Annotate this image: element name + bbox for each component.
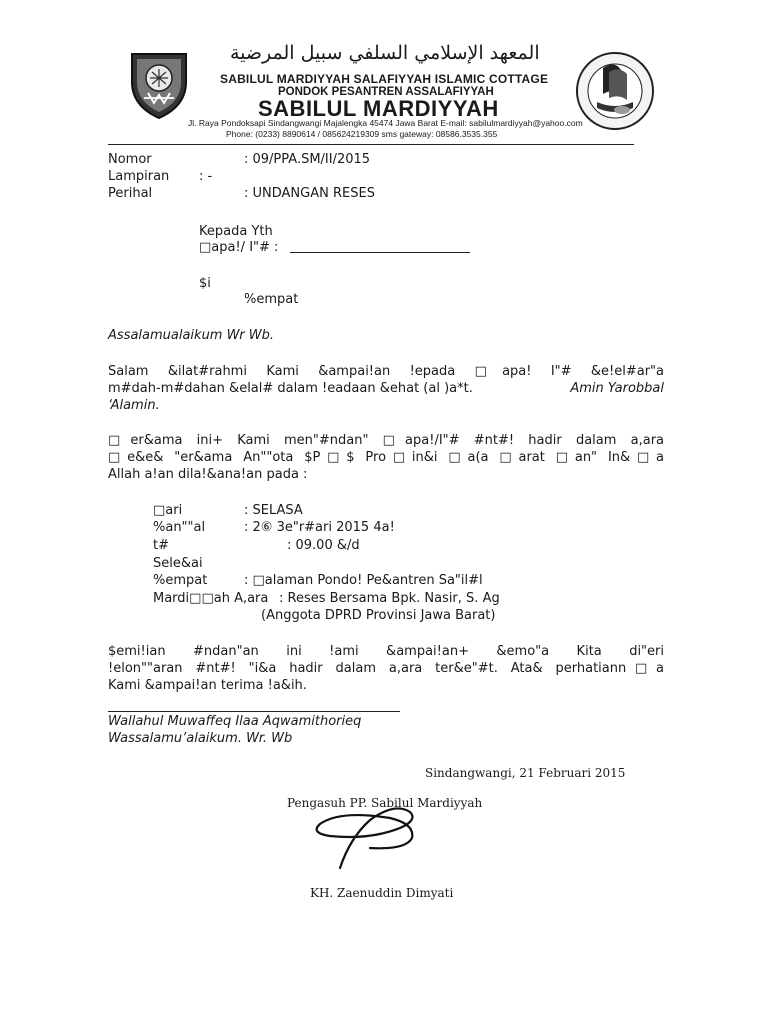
letterhead-divider: [108, 144, 634, 145]
school-phone: Phone: (0233) 8890614 / 085624219309 sms gateway: 08586.3535.355: [226, 129, 498, 139]
tanggal-label: %an""al: [153, 520, 206, 535]
acara-label: Mardi□□ah A,ara: [153, 591, 269, 606]
santri-book-logo: [575, 48, 655, 138]
place-date: Sindangwangi, 21 Februari 2015: [425, 766, 626, 780]
closing-divider: [108, 711, 400, 712]
acara-value: : Reses Bersama Bpk. Nasir, S. Ag: [279, 591, 500, 606]
di-label: $i: [199, 276, 211, 291]
paragraph-opening: [108, 363, 664, 414]
school-address: Jl. Raya Pondoksapi Sindangwangi Majalengka 45474 Jawa Barat E-mail: sabilulmardiyyah@yahoo.com: [188, 118, 583, 128]
para1-line2a: m#dah-m#dahan &elal# dalam !eadaan &ehat (al )a*t.: [108, 381, 473, 396]
tempat-event-label: %empat: [153, 573, 208, 588]
para3-line2: !elon""aran #nt#! "i&a hadir dalam a,ara ter&e"#t. Ata& perhatiann□a: [108, 661, 664, 676]
paragraph-invitation: [108, 432, 664, 483]
addressee-blank-line: [290, 252, 470, 253]
closing-line2: Wassalamu’alaikum. Wr. Wb: [108, 731, 293, 746]
para3-line3: Kami &ampai!an terima !a&ih.: [108, 678, 307, 693]
paragraph-closing: [108, 643, 664, 694]
para2-line1: □er&ama ini+ Kami men"#ndan" □apa!/I"# #nt#! hadir dalam a,ara: [108, 433, 664, 448]
tanggal-value: : 2⑥ 3e"r#ari 2015 4a!: [244, 520, 395, 535]
para1-line2: [108, 380, 664, 397]
jam-label: t#: [153, 538, 169, 553]
hari-value: : SELASA: [244, 503, 303, 518]
greeting: Assalamualaikum Wr Wb.: [108, 328, 274, 343]
school-english-name: SABILUL MARDIYYAH SALAFIYYAH ISLAMIC COTTAGE: [220, 72, 549, 86]
tempat-event-value: : □alaman Pondo! Pe&antren Sa"il#l: [244, 573, 483, 588]
school-shield-logo: [126, 48, 192, 124]
school-pesantren-name: PONDOK PESANTREN ASSALAFIYYAH: [278, 86, 494, 98]
para2-line3: Allah a!an dila!&ana!an pada :: [108, 467, 308, 482]
kepada-yth: Kepada Yth: [199, 224, 273, 239]
school-main-name: SABILUL MARDIYYAH: [258, 96, 499, 121]
para1-line1: Salam &ilat#rahmi Kami &ampai!an !epada □apa! I"# &e!el#ar"a: [108, 364, 664, 379]
tempat-label: %empat: [244, 292, 299, 307]
selesai-label: Sele&ai: [153, 556, 203, 571]
perihal-value: : UNDANGAN RESES: [244, 186, 375, 201]
lampiran-label: Lampiran: [108, 169, 170, 184]
arabic-school-name: المعهد الإسلامي السلفي سبيل المرضية: [230, 42, 540, 64]
para2-line2: □e&e& "er&ama An""ota $P□$ Pro□in&i □a(a □arat □an" In&□a: [108, 450, 664, 465]
nomor-value: : 09/PPA.SM/II/2015: [244, 152, 371, 167]
para1-line2b: Amin Yarobbal: [570, 381, 664, 396]
closing-line1: Wallahul Muwaﬀeq Ilaa Aqwamithorieq: [108, 714, 362, 729]
handwritten-signature: [300, 798, 430, 882]
para3-line1: $emi!ian #ndan"an ini !ami &ampai!an+ &emo"a Kita di"eri: [108, 644, 664, 659]
lampiran-value: : -: [199, 169, 213, 184]
acara-value-line2: (Anggota DPRD Provinsi Jawa Barat): [261, 608, 496, 623]
signer-title: Pengasuh PP. Sabilul Mardiyyah: [287, 796, 483, 810]
nomor-label: Nomor: [108, 152, 152, 167]
hari-label: □ari: [153, 503, 183, 518]
addressee-name-label: □apa!/ I"# :: [199, 240, 279, 255]
para1-line3: ‘Alamin.: [108, 398, 160, 413]
signer-name: KH. Zaenuddin Dimyati: [310, 886, 454, 900]
perihal-label: Perihal: [108, 186, 153, 201]
jam-value: : 09.00 &/d: [287, 538, 360, 553]
